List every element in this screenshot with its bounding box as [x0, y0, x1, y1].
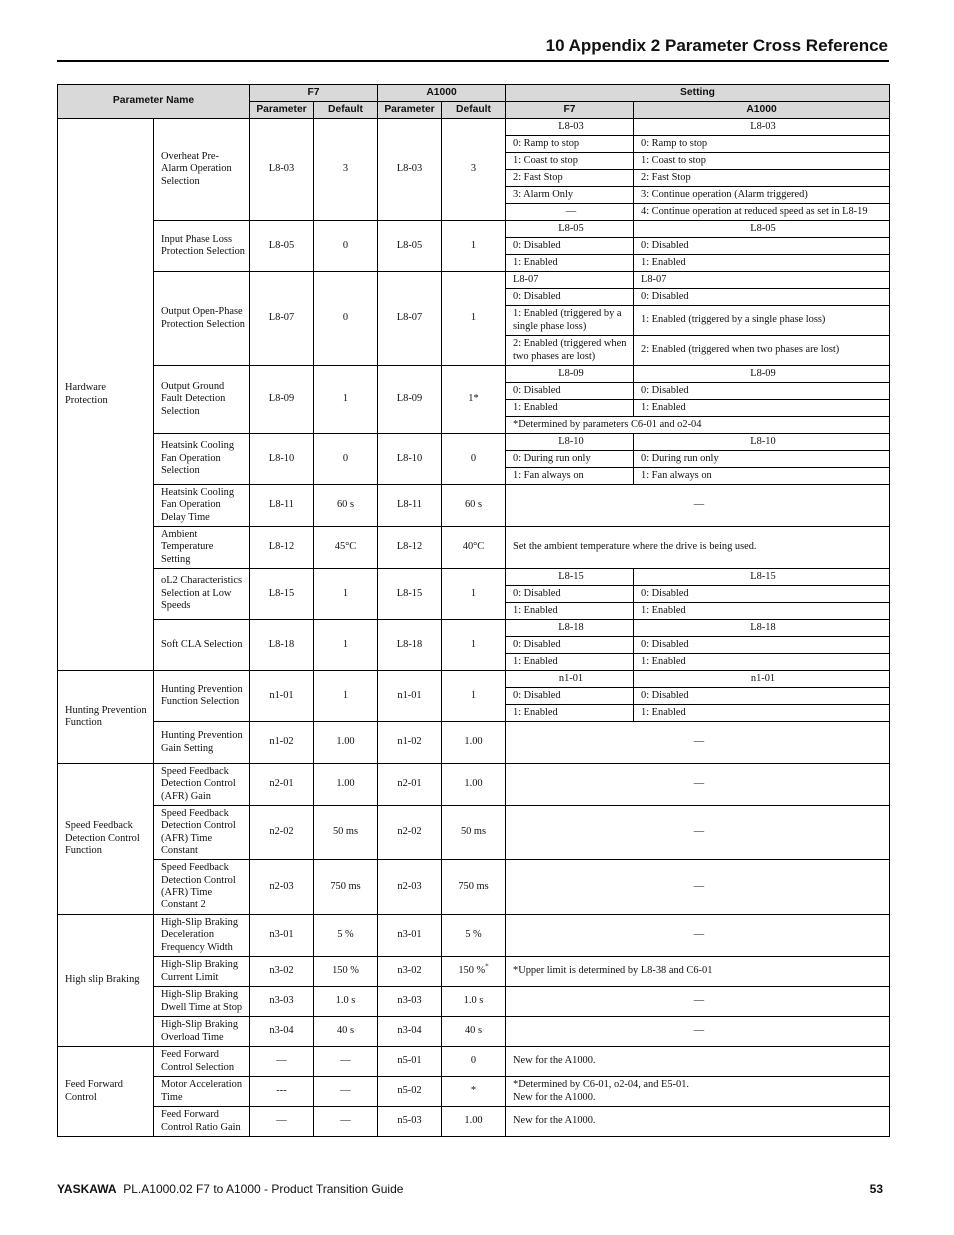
table-row [58, 527, 890, 569]
f7-parameter: L8-03 [250, 119, 314, 221]
table-row [58, 806, 890, 860]
parameter-name: High-Slip Braking Deceleration Frequency Width [154, 915, 250, 957]
a1000-parameter: L8-11 [378, 485, 442, 527]
a1000-default [442, 272, 506, 366]
f7-default: — [314, 1107, 378, 1137]
f7-parameter: n3-01 [250, 915, 314, 957]
a1000-parameter: n5-01 [378, 1047, 442, 1077]
parameter-name: Speed Feedback Detection Control (AFR) Time Constant 2 [154, 860, 250, 915]
setting-header: Setting [506, 85, 890, 102]
parameter-name: High-Slip Braking Current Limit [154, 957, 250, 987]
a1000-default [442, 569, 506, 620]
a1000-default [442, 722, 506, 764]
setting-f7: 2: Enabled (triggered when two phases are lost) [506, 336, 634, 366]
parameter-name: Soft CLA Selection [154, 620, 250, 671]
a1000-default-value: 150 % [458, 965, 486, 977]
setting-f7: 3: Alarm Only [506, 187, 634, 204]
setting-a1000: 1: Enabled (triggered by a single phase loss) [634, 306, 890, 336]
setting-note: — [506, 915, 890, 957]
setting-f7: L8-09 [506, 366, 634, 383]
page-title: 10 Appendix 2 Parameter Cross Reference [545, 36, 888, 55]
setting-f7: 1: Fan always on [506, 468, 634, 485]
parameter-name: Feed Forward Control Ratio Gain [154, 1107, 250, 1137]
a1000-default-header: Default [442, 102, 506, 119]
setting-f7: L8-03 [506, 119, 634, 136]
table-row [58, 722, 890, 764]
f7-default: 1 [314, 671, 378, 722]
setting-f7: 1: Enabled [506, 603, 634, 620]
header-rule [57, 60, 889, 62]
table-row [58, 620, 890, 637]
f7-parameter-header: Parameter [250, 102, 314, 119]
table-row [58, 957, 890, 987]
a1000-default [442, 1047, 506, 1077]
f7-parameter: --- [250, 1077, 314, 1107]
brand-name: YASKAWA [57, 1182, 117, 1196]
a1000-parameter: L8-09 [378, 366, 442, 434]
setting-note: Set the ambient temperature where the drive is being used. [506, 527, 890, 569]
parameter-table [57, 84, 890, 1137]
a1000-default [442, 806, 506, 860]
table-row [58, 119, 890, 136]
setting-a1000: 1: Enabled [634, 603, 890, 620]
setting-f7: 0: During run only [506, 451, 634, 468]
setting-f7: 0: Disabled [506, 586, 634, 603]
parameter-name: High-Slip Braking Dwell Time at Stop [154, 987, 250, 1017]
a1000-default-value: 1.00 [464, 736, 483, 748]
f7-default: 1 [314, 620, 378, 671]
setting-f7: — [506, 204, 634, 221]
setting-f7: 0: Disabled [506, 637, 634, 654]
setting-a1000: 0: Disabled [634, 238, 890, 255]
a1000-parameter: L8-03 [378, 119, 442, 221]
f7-parameter: L8-18 [250, 620, 314, 671]
f7-default: 3 [314, 119, 378, 221]
f7-parameter: L8-07 [250, 272, 314, 366]
setting-note: — [506, 860, 890, 915]
a1000-default-value: 1 [470, 689, 477, 701]
a1000-default [442, 221, 506, 272]
a1000-default-value: 1.0 s [463, 995, 484, 1007]
a1000-parameter: n1-01 [378, 671, 442, 722]
parameter-name: Ambient Temperature Setting [154, 527, 250, 569]
setting-f7: 1: Enabled [506, 705, 634, 722]
a1000-default [442, 119, 506, 221]
setting-f7: 1: Coast to stop [506, 153, 634, 170]
a1000-default-value: 750 ms [458, 880, 489, 892]
a1000-parameter: n3-03 [378, 987, 442, 1017]
setting-f7-header: F7 [506, 102, 634, 119]
setting-a1000: 1: Enabled [634, 654, 890, 671]
table-body [58, 119, 890, 1137]
setting-a1000: 0: During run only [634, 451, 890, 468]
setting-a1000: L8-15 [634, 569, 890, 586]
table-row [58, 434, 890, 451]
a1000-parameter: n1-02 [378, 722, 442, 764]
a1000-default [442, 860, 506, 915]
a1000-default-value: 1 [470, 587, 477, 599]
a1000-parameter: L8-15 [378, 569, 442, 620]
a1000-parameter: n3-02 [378, 957, 442, 987]
a1000-default [442, 366, 506, 434]
a1000-parameter-header: Parameter [378, 102, 442, 119]
setting-note: New for the A1000. [506, 1107, 890, 1137]
a1000-default [442, 485, 506, 527]
group-name: Speed Feedback Detection Control Function [58, 764, 154, 915]
a1000-default [442, 434, 506, 485]
setting-note: *Upper limit is determined by L8-38 and C6-01 [506, 957, 890, 987]
f7-default: 1.00 [314, 764, 378, 806]
a1000-default [442, 764, 506, 806]
a1000-default-value: * [470, 1085, 477, 1097]
f7-parameter: n3-03 [250, 987, 314, 1017]
setting-a1000: 0: Disabled [634, 688, 890, 705]
a1000-default [442, 671, 506, 722]
setting-a1000: L8-09 [634, 366, 890, 383]
group-name: Hardware Protection [58, 119, 154, 671]
setting-f7: 0: Disabled [506, 383, 634, 400]
table-row [58, 221, 890, 238]
setting-a1000: L8-10 [634, 434, 890, 451]
setting-note: *Determined by C6-01, o2-04, and E5-01. New for the A1000. [506, 1077, 890, 1107]
a1000-parameter: n3-04 [378, 1017, 442, 1047]
a1000-parameter: n5-02 [378, 1077, 442, 1107]
a1000-parameter: L8-05 [378, 221, 442, 272]
setting-f7: n1-01 [506, 671, 634, 688]
table-row [58, 987, 890, 1017]
a1000-parameter: L8-10 [378, 434, 442, 485]
setting-note: — [506, 485, 890, 527]
setting-a1000-header: A1000 [634, 102, 890, 119]
a1000-default-value: 0 [470, 452, 477, 464]
setting-f7: L8-05 [506, 221, 634, 238]
parameter-name: Hunting Prevention Gain Setting [154, 722, 250, 764]
table-row [58, 1017, 890, 1047]
param-name-header: Parameter Name [58, 85, 250, 119]
table-row [58, 915, 890, 957]
setting-note: — [506, 987, 890, 1017]
f7-parameter: L8-09 [250, 366, 314, 434]
f7-default: — [314, 1077, 378, 1107]
parameter-name: Output Ground Fault Detection Selection [154, 366, 250, 434]
setting-a1000: L8-05 [634, 221, 890, 238]
setting-note: — [506, 806, 890, 860]
a1000-parameter: L8-07 [378, 272, 442, 366]
setting-a1000: 1: Coast to stop [634, 153, 890, 170]
a1000-default [442, 957, 506, 987]
a1000-default-value: 1.00 [464, 1115, 483, 1127]
f7-parameter: L8-11 [250, 485, 314, 527]
table-row [58, 485, 890, 527]
a1000-default-value: 40°C [462, 541, 485, 553]
a1000-default [442, 915, 506, 957]
a1000-default [442, 1077, 506, 1107]
setting-a1000: 0: Disabled [634, 637, 890, 654]
parameter-name: Motor Acceleration Time [154, 1077, 250, 1107]
f7-parameter: L8-15 [250, 569, 314, 620]
a1000-default-value: 1* [468, 393, 479, 405]
f7-header: F7 [250, 85, 378, 102]
table-row [58, 569, 890, 586]
table-row [58, 366, 890, 383]
setting-f7: 1: Enabled [506, 255, 634, 272]
f7-default: 45°C [314, 527, 378, 569]
table-row [58, 1107, 890, 1137]
parameter-name: Speed Feedback Detection Control (AFR) Time Constant [154, 806, 250, 860]
table-row [58, 272, 890, 289]
a1000-default-value: 1 [470, 638, 477, 650]
f7-parameter: n3-04 [250, 1017, 314, 1047]
setting-f7: 0: Ramp to stop [506, 136, 634, 153]
page-number: 53 [869, 1182, 883, 1196]
a1000-parameter: n2-02 [378, 806, 442, 860]
table-row [58, 860, 890, 915]
f7-parameter: n3-02 [250, 957, 314, 987]
a1000-default-value: 3 [470, 163, 477, 175]
f7-default: 1.0 s [314, 987, 378, 1017]
f7-parameter: — [250, 1107, 314, 1137]
a1000-parameter: n5-03 [378, 1107, 442, 1137]
footnote-marker: * [485, 962, 489, 971]
f7-parameter: L8-05 [250, 221, 314, 272]
setting-a1000: 0: Disabled [634, 383, 890, 400]
a1000-default-value: 1.00 [464, 778, 483, 790]
setting-a1000: L8-18 [634, 620, 890, 637]
parameter-name: Output Open-Phase Protection Selection [154, 272, 250, 366]
a1000-default-value: 5 % [465, 929, 482, 941]
f7-default-header: Default [314, 102, 378, 119]
setting-note: — [506, 1017, 890, 1047]
a1000-default [442, 527, 506, 569]
table-row [58, 671, 890, 688]
parameter-name: Heatsink Cooling Fan Operation Selection [154, 434, 250, 485]
setting-f7: L8-07 [506, 272, 634, 289]
table-row [58, 764, 890, 806]
table-row [58, 1077, 890, 1107]
f7-default: 60 s [314, 485, 378, 527]
a1000-default [442, 620, 506, 671]
f7-default: 40 s [314, 1017, 378, 1047]
parameter-name: Input Phase Loss Protection Selection [154, 221, 250, 272]
setting-f7: L8-10 [506, 434, 634, 451]
a1000-default-value: 1 [470, 239, 477, 251]
setting-note: New for the A1000. [506, 1047, 890, 1077]
a1000-default-value: 50 ms [460, 826, 487, 838]
setting-a1000: n1-01 [634, 671, 890, 688]
a1000-default-value: 60 s [464, 499, 483, 511]
setting-a1000: 2: Fast Stop [634, 170, 890, 187]
group-name: High slip Braking [58, 915, 154, 1047]
setting-a1000: 1: Fan always on [634, 468, 890, 485]
f7-parameter: — [250, 1047, 314, 1077]
page-footer [57, 1182, 889, 1196]
setting-a1000: 3: Continue operation (Alarm triggered) [634, 187, 890, 204]
setting-note: — [506, 722, 890, 764]
a1000-parameter: L8-12 [378, 527, 442, 569]
setting-a1000: L8-07 [634, 272, 890, 289]
f7-parameter: L8-10 [250, 434, 314, 485]
f7-default: 50 ms [314, 806, 378, 860]
setting-a1000: 0: Disabled [634, 586, 890, 603]
setting-a1000: 0: Disabled [634, 289, 890, 306]
f7-parameter: n1-02 [250, 722, 314, 764]
a1000-default [442, 987, 506, 1017]
setting-f7: 0: Disabled [506, 688, 634, 705]
setting-f7: 0: Disabled [506, 289, 634, 306]
setting-f7: 0: Disabled [506, 238, 634, 255]
parameter-name: oL2 Characteristics Selection at Low Speeds [154, 569, 250, 620]
setting-note: *Determined by parameters C6-01 and o2-04 [506, 417, 890, 434]
a1000-default-value: 1 [470, 312, 477, 324]
setting-note: — [506, 764, 890, 806]
f7-default: 0 [314, 434, 378, 485]
f7-default: 0 [314, 221, 378, 272]
f7-default: 750 ms [314, 860, 378, 915]
setting-f7: 1: Enabled (triggered by a single phase loss) [506, 306, 634, 336]
setting-a1000: 0: Ramp to stop [634, 136, 890, 153]
group-name: Feed Forward Control [58, 1047, 154, 1137]
a1000-header: A1000 [378, 85, 506, 102]
table-row [58, 1047, 890, 1077]
f7-parameter: n2-03 [250, 860, 314, 915]
setting-a1000: 1: Enabled [634, 255, 890, 272]
document-title: PL.A1000.02 F7 to A1000 - Product Transition Guide [123, 1182, 404, 1196]
f7-parameter: n2-01 [250, 764, 314, 806]
setting-f7: L8-15 [506, 569, 634, 586]
setting-f7: L8-18 [506, 620, 634, 637]
a1000-default-value: 40 s [464, 1025, 483, 1037]
f7-default: 1.00 [314, 722, 378, 764]
a1000-parameter: n2-01 [378, 764, 442, 806]
f7-default: 1 [314, 569, 378, 620]
f7-default: — [314, 1047, 378, 1077]
a1000-default [442, 1017, 506, 1047]
setting-a1000: 1: Enabled [634, 400, 890, 417]
setting-a1000: 1: Enabled [634, 705, 890, 722]
group-name: Hunting Prevention Function [58, 671, 154, 764]
a1000-parameter: n2-03 [378, 860, 442, 915]
f7-default: 5 % [314, 915, 378, 957]
setting-a1000: 4: Continue operation at reduced speed as set in L8-19 [634, 204, 890, 221]
a1000-default [442, 1107, 506, 1137]
setting-f7: 2: Fast Stop [506, 170, 634, 187]
parameter-name: Speed Feedback Detection Control (AFR) Gain [154, 764, 250, 806]
parameter-name: High-Slip Braking Overload Time [154, 1017, 250, 1047]
a1000-parameter: n3-01 [378, 915, 442, 957]
parameter-name: Heatsink Cooling Fan Operation Delay Time [154, 485, 250, 527]
f7-default: 1 [314, 366, 378, 434]
f7-default: 0 [314, 272, 378, 366]
parameter-name: Overheat Pre-Alarm Operation Selection [154, 119, 250, 221]
setting-a1000: 2: Enabled (triggered when two phases are lost) [634, 336, 890, 366]
a1000-parameter: L8-18 [378, 620, 442, 671]
f7-parameter: n2-02 [250, 806, 314, 860]
setting-f7: 1: Enabled [506, 400, 634, 417]
f7-default: 150 % [314, 957, 378, 987]
a1000-default-value: 0 [470, 1055, 477, 1067]
parameter-name: Hunting Prevention Function Selection [154, 671, 250, 722]
setting-a1000: L8-03 [634, 119, 890, 136]
setting-f7: 1: Enabled [506, 654, 634, 671]
parameter-name: Feed Forward Control Selection [154, 1047, 250, 1077]
f7-parameter: n1-01 [250, 671, 314, 722]
f7-parameter: L8-12 [250, 527, 314, 569]
